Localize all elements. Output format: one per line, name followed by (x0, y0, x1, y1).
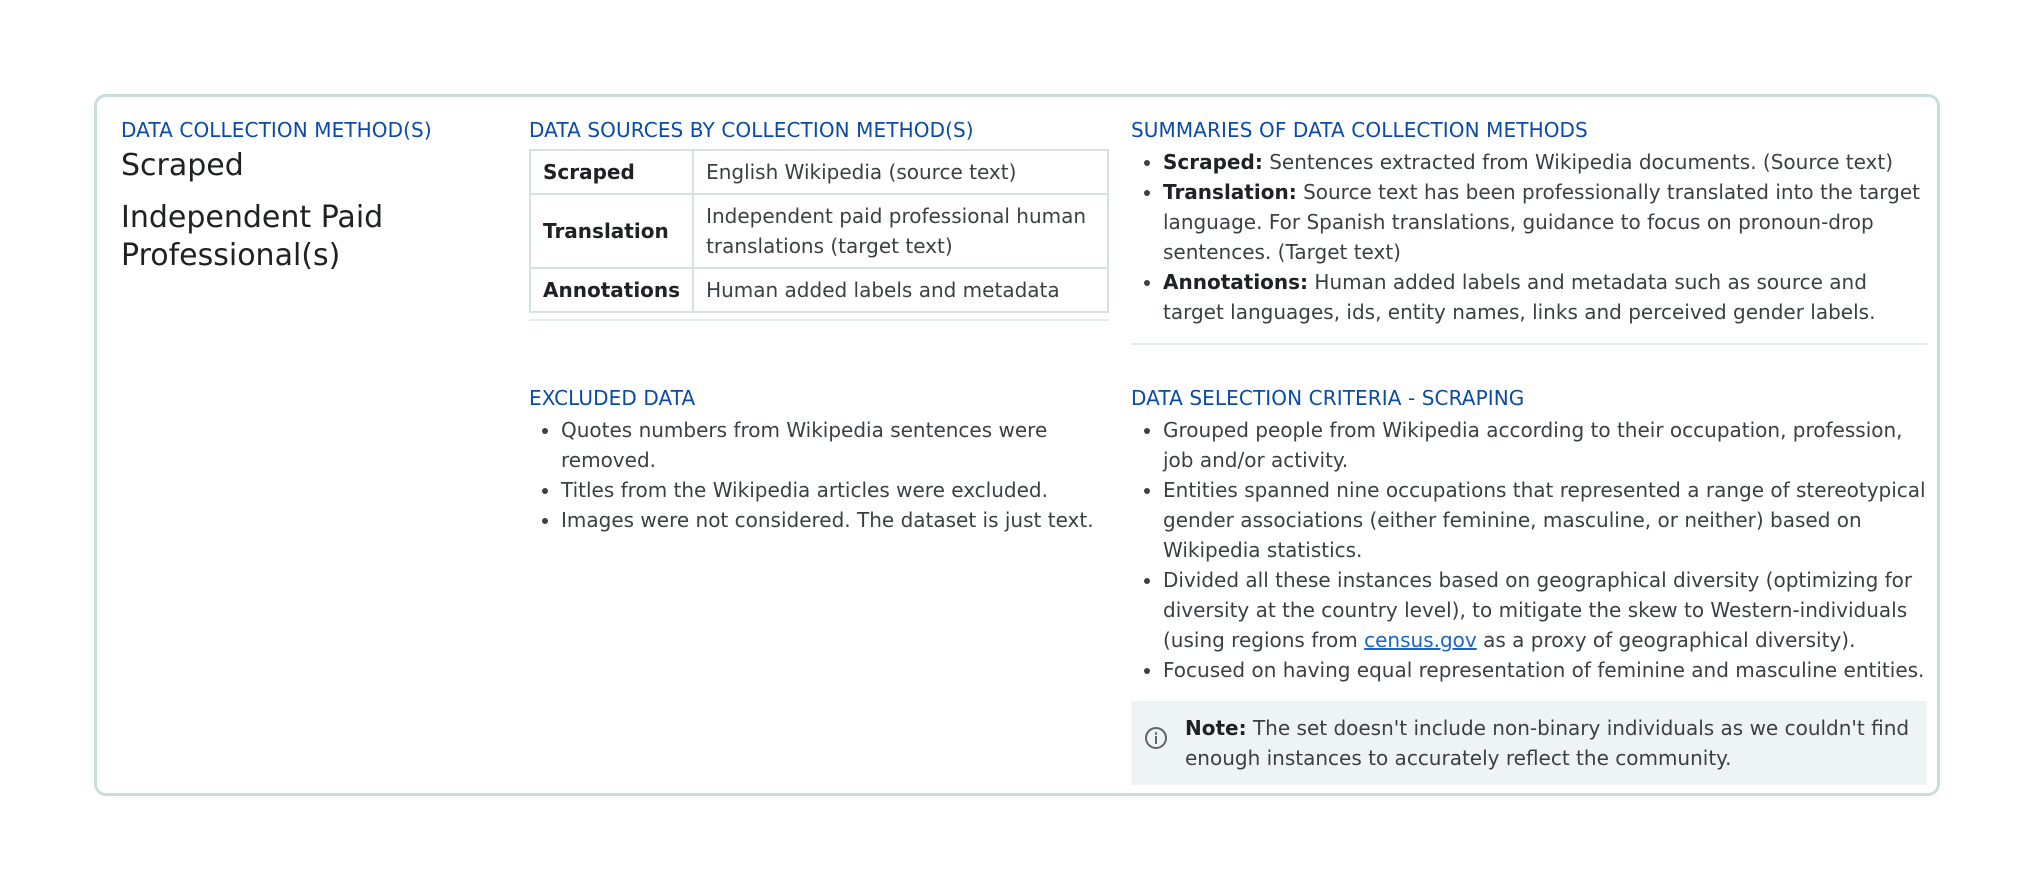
table-row (530, 194, 1108, 268)
collection-methods-heading: DATA COLLECTION METHOD(S) (121, 118, 432, 142)
data-collection-card (94, 94, 1940, 796)
excluded-data-section (529, 385, 1119, 535)
selection-criteria-section (1131, 385, 1927, 685)
summary-text: Human added labels and metadata such as source and target languages, ids, entity names, links and perceived gender labels. (1163, 270, 1876, 324)
divider (529, 319, 1109, 321)
list-item (1163, 565, 1927, 655)
divider (1131, 343, 1927, 345)
summary-text: Sentences extracted from Wikipedia documents. (Source text) (1269, 150, 1894, 174)
census-gov-link[interactable]: census.gov (1364, 628, 1477, 652)
source-key: Translation (530, 194, 693, 268)
excluded-data-list (529, 415, 1119, 535)
source-key: Annotations (530, 268, 693, 312)
summary-label: Translation: (1163, 180, 1297, 204)
method-scraped: Scraped (121, 148, 244, 183)
selection-criteria-heading: DATA SELECTION CRITERIA - SCRAPING (1131, 386, 1525, 410)
list-item: • Entities spanned nine occupations that represented a range of stereotypical gender associations (either feminine, masculine, or neither) based on Wikipedia statistics. (1163, 475, 1927, 565)
table-row (530, 268, 1108, 312)
note-text: The set doesn't include non-binary individuals as we couldn't find enough instances to accurately reflect the community. (1185, 716, 1910, 770)
selection-criteria-list (1131, 415, 1927, 685)
list-item: • Focused on having equal representation of feminine and masculine entities. (1163, 655, 1927, 685)
summary-label: Annotations: (1163, 270, 1309, 294)
source-key: Scraped (530, 150, 693, 194)
criteria-text-after: as a proxy of geographical diversity). (1476, 628, 1856, 652)
list-item: • Images were not considered. The dataset is just text. (561, 505, 1119, 535)
note-label: Note: (1185, 716, 1247, 740)
list-item: • Titles from the Wikipedia articles were excluded. (561, 475, 1119, 505)
table-row (530, 150, 1108, 194)
source-value: English Wikipedia (source text) (693, 150, 1108, 194)
list-item (1163, 147, 1927, 177)
list-item (1163, 267, 1927, 327)
excluded-data-heading: EXCLUDED DATA (529, 386, 696, 410)
method-independent-paid-professionals: Independent Paid Professional(s) (121, 200, 384, 273)
criteria-text-before: Divided all these instances based on geographical diversity (optimizing for diversity at the country level), to mitigate the skew to Western-individuals (using regions from (1163, 568, 1913, 652)
data-sources-table (529, 149, 1109, 313)
list-item: • Quotes numbers from Wikipedia sentences were removed. (561, 415, 1119, 475)
data-sources-heading: DATA SOURCES BY COLLECTION METHOD(S) (529, 118, 974, 142)
list-item (1163, 177, 1927, 267)
summaries-list (1131, 147, 1927, 327)
summaries-section (1131, 117, 1927, 327)
data-sources-section (529, 117, 1109, 313)
info-icon (1145, 727, 1167, 749)
summary-label: Scraped: (1163, 150, 1263, 174)
summaries-heading: SUMMARIES OF DATA COLLECTION METHODS (1131, 118, 1588, 142)
summary-text: Source text has been professionally translated into the target language. For Spanish translations, guidance to focus on pronoun-drop sentences. (Target text) (1163, 180, 1921, 264)
list-item: • Grouped people from Wikipedia according to their occupation, profession, job and/or activity. (1163, 415, 1927, 475)
source-value: Independent paid professional human translations (target text) (693, 194, 1108, 268)
collection-methods-section (121, 117, 481, 275)
note-box (1131, 701, 1927, 785)
source-value: Human added labels and metadata (693, 268, 1108, 312)
